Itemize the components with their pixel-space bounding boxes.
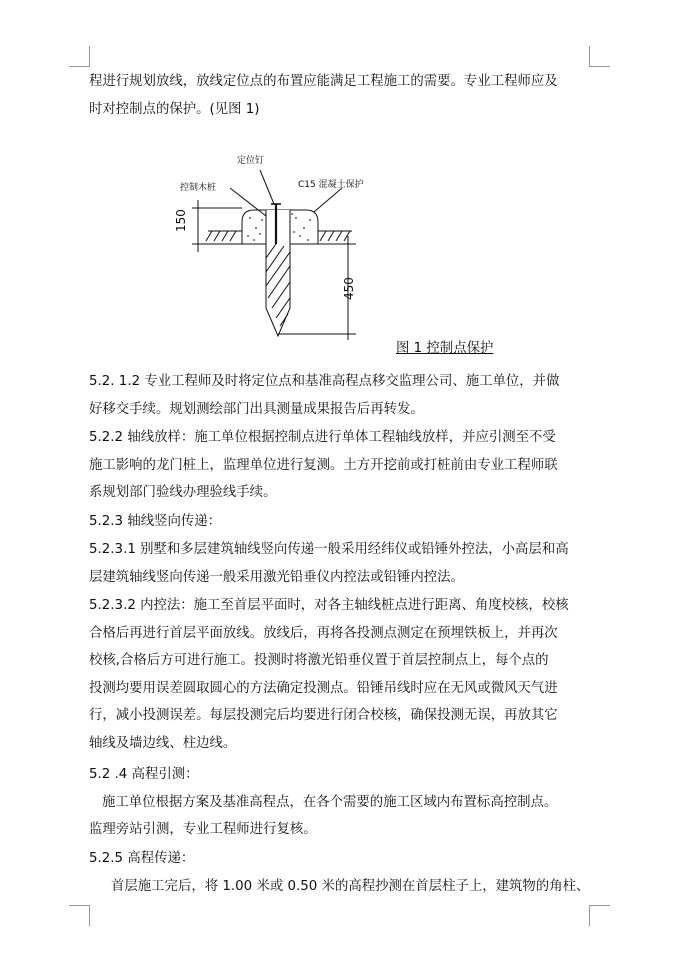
leader-nail bbox=[260, 170, 274, 204]
leader-concrete bbox=[314, 188, 342, 212]
figure-caption: 图 1 控制点保护 bbox=[396, 341, 494, 356]
section-heading: 5.2 .4 高程引测： bbox=[89, 767, 199, 782]
text-line: 合格后再进行首层平面放线。放线后，再将各投测点测定在预埋铁板上，并再次 bbox=[89, 625, 558, 641]
control-point-figure bbox=[170, 148, 510, 363]
text-line: 程进行规划放线，放线定位点的布置应能满足工程施工的需要。专业工程师应及 bbox=[89, 74, 558, 89]
text-line: 层建筑轴线竖向传递一般采用激光铅垂仪内控法或铅锤内控法。 bbox=[89, 569, 464, 585]
text-line: 轴线及墙边线、柱边线。 bbox=[89, 735, 237, 751]
text-line: 5.2.2 轴线放样：施工单位根据控制点进行单体工程轴线放样，并应引测至不受 bbox=[89, 430, 556, 445]
text-line: 首层施工完后，将 1.00 米或 0.50 米的高程抄测在首层柱子上，建筑物的角柱、 bbox=[111, 878, 590, 894]
text-line: 施工单位根据方案及基准高程点，在各个需要的施工区域内布置标高控制点。 bbox=[102, 794, 558, 810]
text-line: 5.2. 1.2 专业工程师及时将定位点和基准高程点移交监理公司、施工单位，并做 bbox=[89, 374, 560, 389]
label-control-stake: 控制木桩 bbox=[180, 183, 217, 193]
dimension-450: 450 bbox=[342, 277, 356, 300]
crop-mark-bottom-left bbox=[69, 905, 90, 926]
text-line: 投测均要用误差圆取圆心的方法确定投测点。铅锤吊线时应在无风或微风天气进 bbox=[89, 680, 558, 696]
ground-hatch-left bbox=[206, 231, 236, 241]
section-5-2-3 bbox=[89, 508, 589, 536]
section-5-2-3-1 bbox=[89, 536, 589, 591]
crop-mark-bottom-right bbox=[589, 905, 610, 926]
leader-stake bbox=[230, 188, 266, 216]
text-line: 时对控制点的保护。(见图 1) bbox=[89, 101, 260, 117]
section-5-2-2 bbox=[89, 424, 589, 507]
text-line: 施工影响的龙门桩上，监理单位进行复测。土方开挖前或打桩前由专业工程师联 bbox=[89, 457, 558, 473]
label-positioning-nail: 定位钉 bbox=[237, 156, 265, 166]
section-5-2-4 bbox=[89, 761, 589, 844]
crop-mark-top-right bbox=[589, 46, 610, 67]
ground-hatch-right bbox=[320, 231, 350, 241]
text-line: 系规划部门验线办理验线手续。 bbox=[89, 485, 277, 500]
text-line: 5.2.3.2 内控法：施工至首层平面时，对各主轴线桩点进行距离、角度校核，校核 bbox=[89, 598, 569, 613]
text-line: 5.2.3.1 别墅和多层建筑轴线竖向传递一般采用经纬仪或铅锤外控法，小高层和高 bbox=[89, 542, 569, 557]
section-5-2-3-2 bbox=[89, 592, 589, 757]
section-5-2-1-2 bbox=[89, 368, 589, 423]
text-line: 行，减小投测误差。每层投测完后均要进行闭合校核，确保投测无误，再放其它 bbox=[89, 708, 558, 723]
text-line: 校核,合格后方可进行施工。投测时将激光铅垂仪置于首层控制点上，每个点的 bbox=[89, 653, 549, 668]
intro-paragraph bbox=[89, 68, 589, 123]
label-c15-concrete: C15 混凝土保护 bbox=[298, 180, 364, 190]
dimension-150: 150 bbox=[174, 209, 188, 232]
text-line: 好移交手续。规划测绘部门出具测量成果报告后再转发。 bbox=[89, 401, 424, 417]
text-line: 监理旁站引测，专业工程师进行复核。 bbox=[89, 822, 317, 837]
section-heading: 5.2.5 高程传递： bbox=[89, 851, 195, 866]
crop-mark-top-left bbox=[69, 46, 90, 67]
section-heading: 5.2.3 轴线竖向传递： bbox=[89, 514, 222, 529]
section-5-2-5 bbox=[89, 845, 589, 900]
